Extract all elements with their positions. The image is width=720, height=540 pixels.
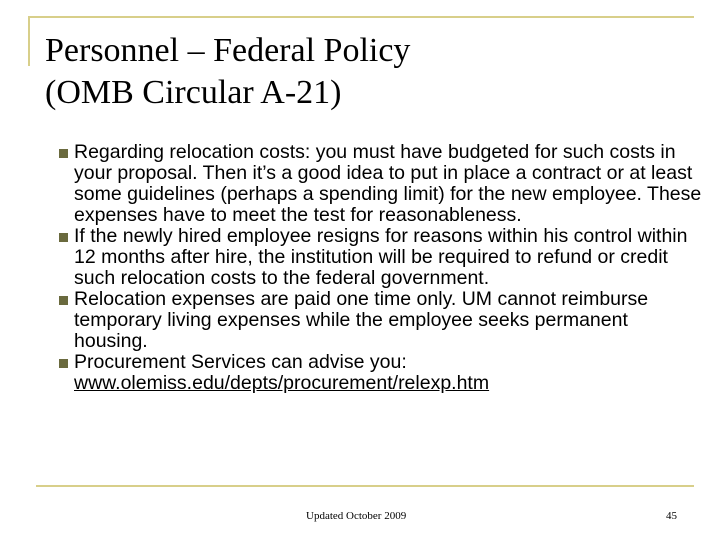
procurement-link[interactable]: www.olemiss.edu/depts/procurement/relexp.htm [74, 372, 490, 394]
footer-updated: Updated October 2009 [306, 510, 407, 522]
title-frame-top [28, 16, 694, 18]
square-bullet-icon [59, 149, 68, 158]
bullet-item-4 [64, 352, 704, 394]
slide-title-line-2: (OMB Circular A-21) [45, 74, 342, 111]
title-frame-left [28, 16, 30, 66]
bullet-item-1 [64, 142, 704, 226]
bullet-list [64, 142, 704, 394]
footer-divider [36, 485, 694, 487]
slide-title-line-1: Personnel – Federal Policy [45, 32, 411, 69]
square-bullet-icon [59, 359, 68, 368]
square-bullet-icon [59, 233, 68, 242]
slide-title [45, 30, 685, 114]
page-number: 45 [666, 510, 677, 522]
square-bullet-icon [59, 296, 68, 305]
bullet-text-1: Regarding relocation costs: you must have budgeted for such costs in your proposal. Then it’s a good idea to put in place a contract or at least some guidelines (perhaps a spending limit) for the new employee. These expenses have to meet the test for reasonableness. [74, 141, 702, 226]
bullet-text-4: Procurement Services can advise you: [74, 351, 407, 373]
bullet-text-2: If the newly hired employee resigns for reasons within his control within 12 months after hire, the institution will be required to refund or credit such relocation costs to the federal government. [74, 225, 688, 289]
bullet-text-3: Relocation expenses are paid one time only. UM cannot reimburse temporary living expenses while the employee seeks permanent housing. [74, 288, 649, 352]
bullet-item-3 [64, 289, 704, 352]
bullet-item-2 [64, 226, 704, 289]
